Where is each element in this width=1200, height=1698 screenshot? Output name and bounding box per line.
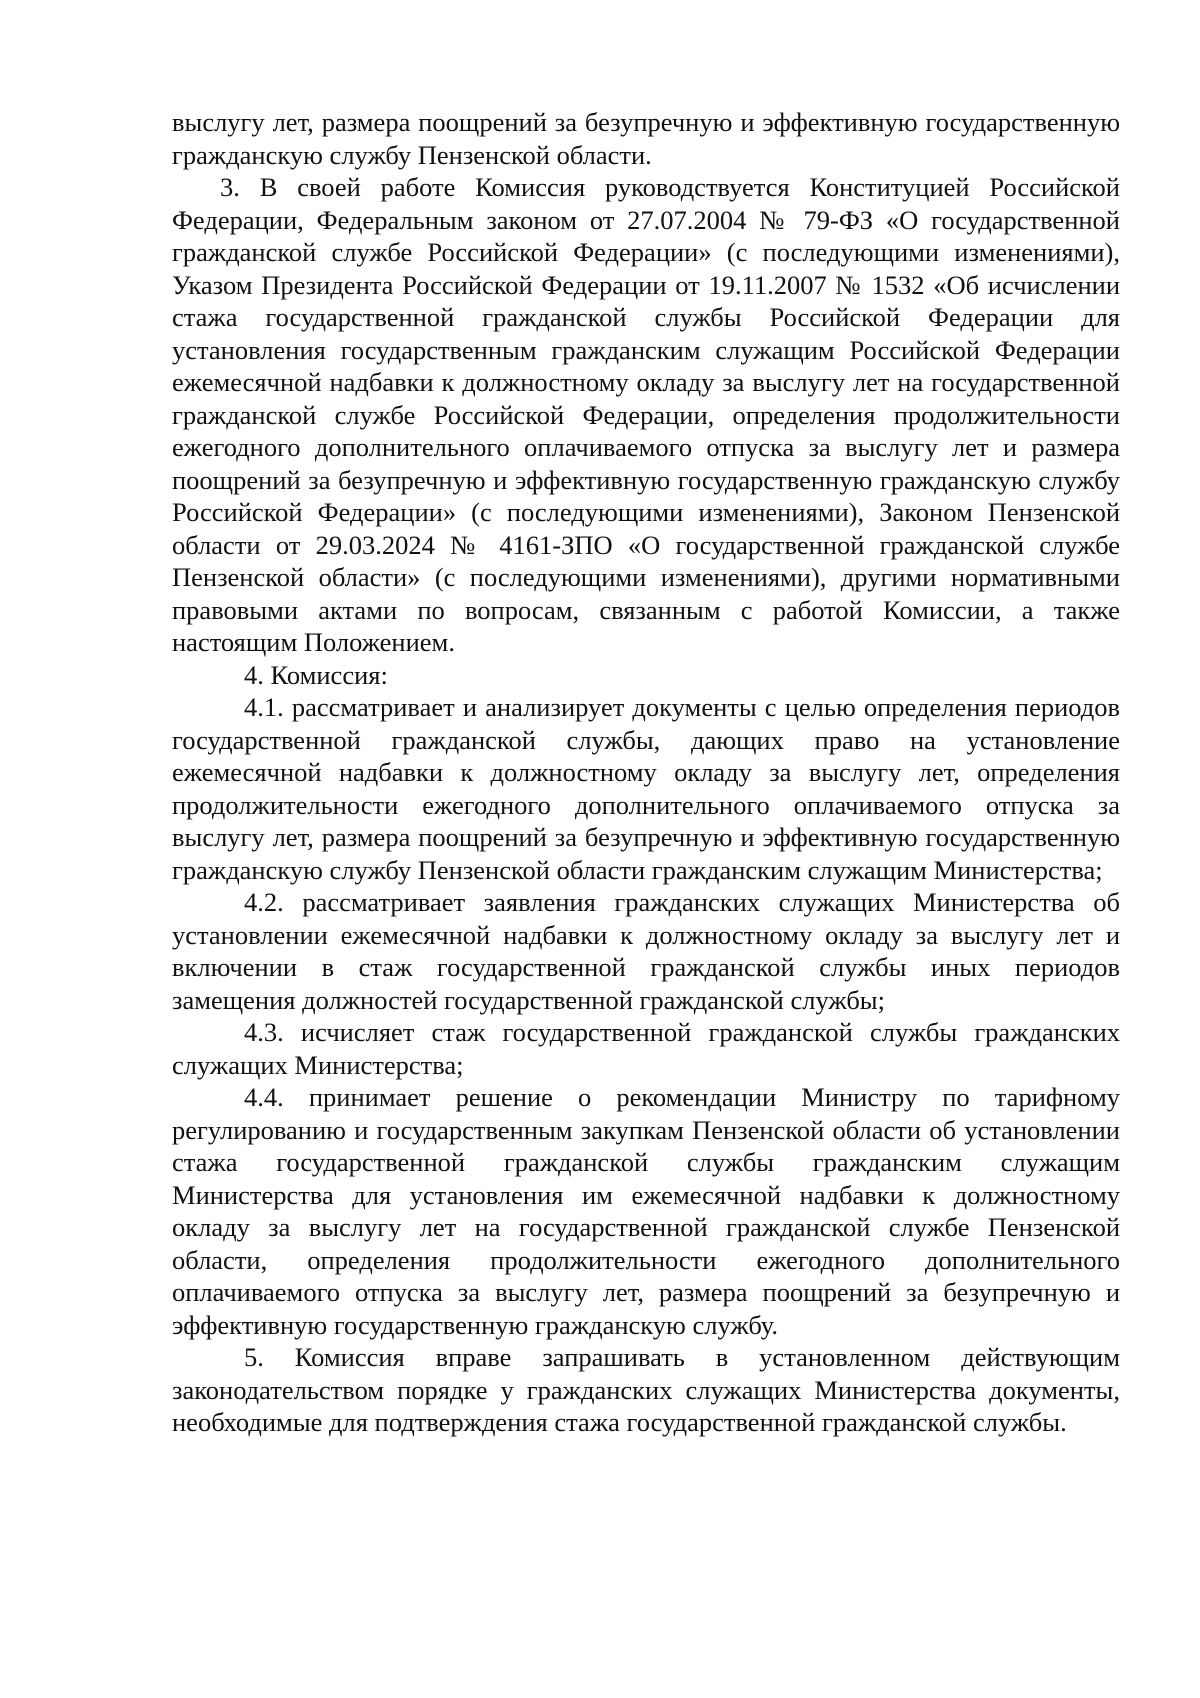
paragraph-4-1: 4.1. рассматривает и анализирует документы с целью определения периодов государственной гражданской службы, дающих право на установление ежемесячной надбавки к должностному окладу за выслугу лет, определения продолжительности ежегодного дополнительного оплачиваемого отпуска за выслугу лет, размера поощрений за безупречную и эффективную государственную гражданскую службу Пензенской области гражданским служащим Министерства; <box>172 692 1120 885</box>
paragraph-4: 4. Комиссия: <box>244 659 388 690</box>
paragraph-continuation: выслугу лет, размера поощрений за безупречную и эффективную государственную гражданскую службу Пензенской области. <box>172 107 1120 170</box>
paragraph-5: 5. Комиссия вправе запрашивать в установленном действующим законодательством порядке у гражданских служащих Министерства документы, необходимые для подтверждения стажа государственной гражданской службы. <box>172 1342 1120 1437</box>
paragraph-4-4: 4.4. принимает решение о рекомендации Министру по тарифному регулированию и государственным закупкам Пензенской области об установлении стажа государственной гражданской службы гражданским служащим Министерства для установления им ежемесячной надбавки к должностному окладу за выслугу лет на государственной гражданской службе Пензенской области, определения продолжительности ежегодного дополнительного оплачиваемого отпуска за выслугу лет, размера поощрений за безупречную и эффективную государственную гражданскую службу. <box>172 1082 1120 1340</box>
paragraph-4-3: 4.3. исчисляет стаж государственной гражданской службы гражданских служащих Министерства; <box>172 1017 1120 1080</box>
paragraph-4-2: 4.2. рассматривает заявления гражданских служащих Министерства об установлении ежемесячной надбавки к должностному окладу за выслугу лет и включении в стаж государственной гражданской службы иных периодов замещения должностей государственной гражданской службы; <box>172 887 1120 1015</box>
document-page <box>172 106 1120 1439</box>
paragraph-3: 3. В своей работе Комиссия руководствуется Конституцией Российской Федерации, Федеральным законом от 27.07.2004 № 79-ФЗ «О государственной гражданской службе Российской Федерации» (с последующими изменениями), Указом Президента Российской Федерации от 19.11.2007 № 1532 «Об исчислении стажа государственной гражданской службы Российской Федерации для установления государственным гражданским служащим Российской Федерации ежемесячной надбавки к должностному окладу за выслугу лет на государственной гражданской службе Российской Федерации, определения продолжительности ежегодного дополнительного оплачиваемого отпуска за выслугу лет и размера поощрений за безупречную и эффективную государственную гражданскую службу Российской Федерации» (с последующими изменениями), Законом Пензенской области от 29.03.2024 № 4161-ЗПО «О государственной гражданской службе Пензенской области» (с последующими изменениями), другими нормативными правовыми актами по вопросам, связанным с работой Комиссии, а также настоящим Положением. <box>172 172 1120 657</box>
